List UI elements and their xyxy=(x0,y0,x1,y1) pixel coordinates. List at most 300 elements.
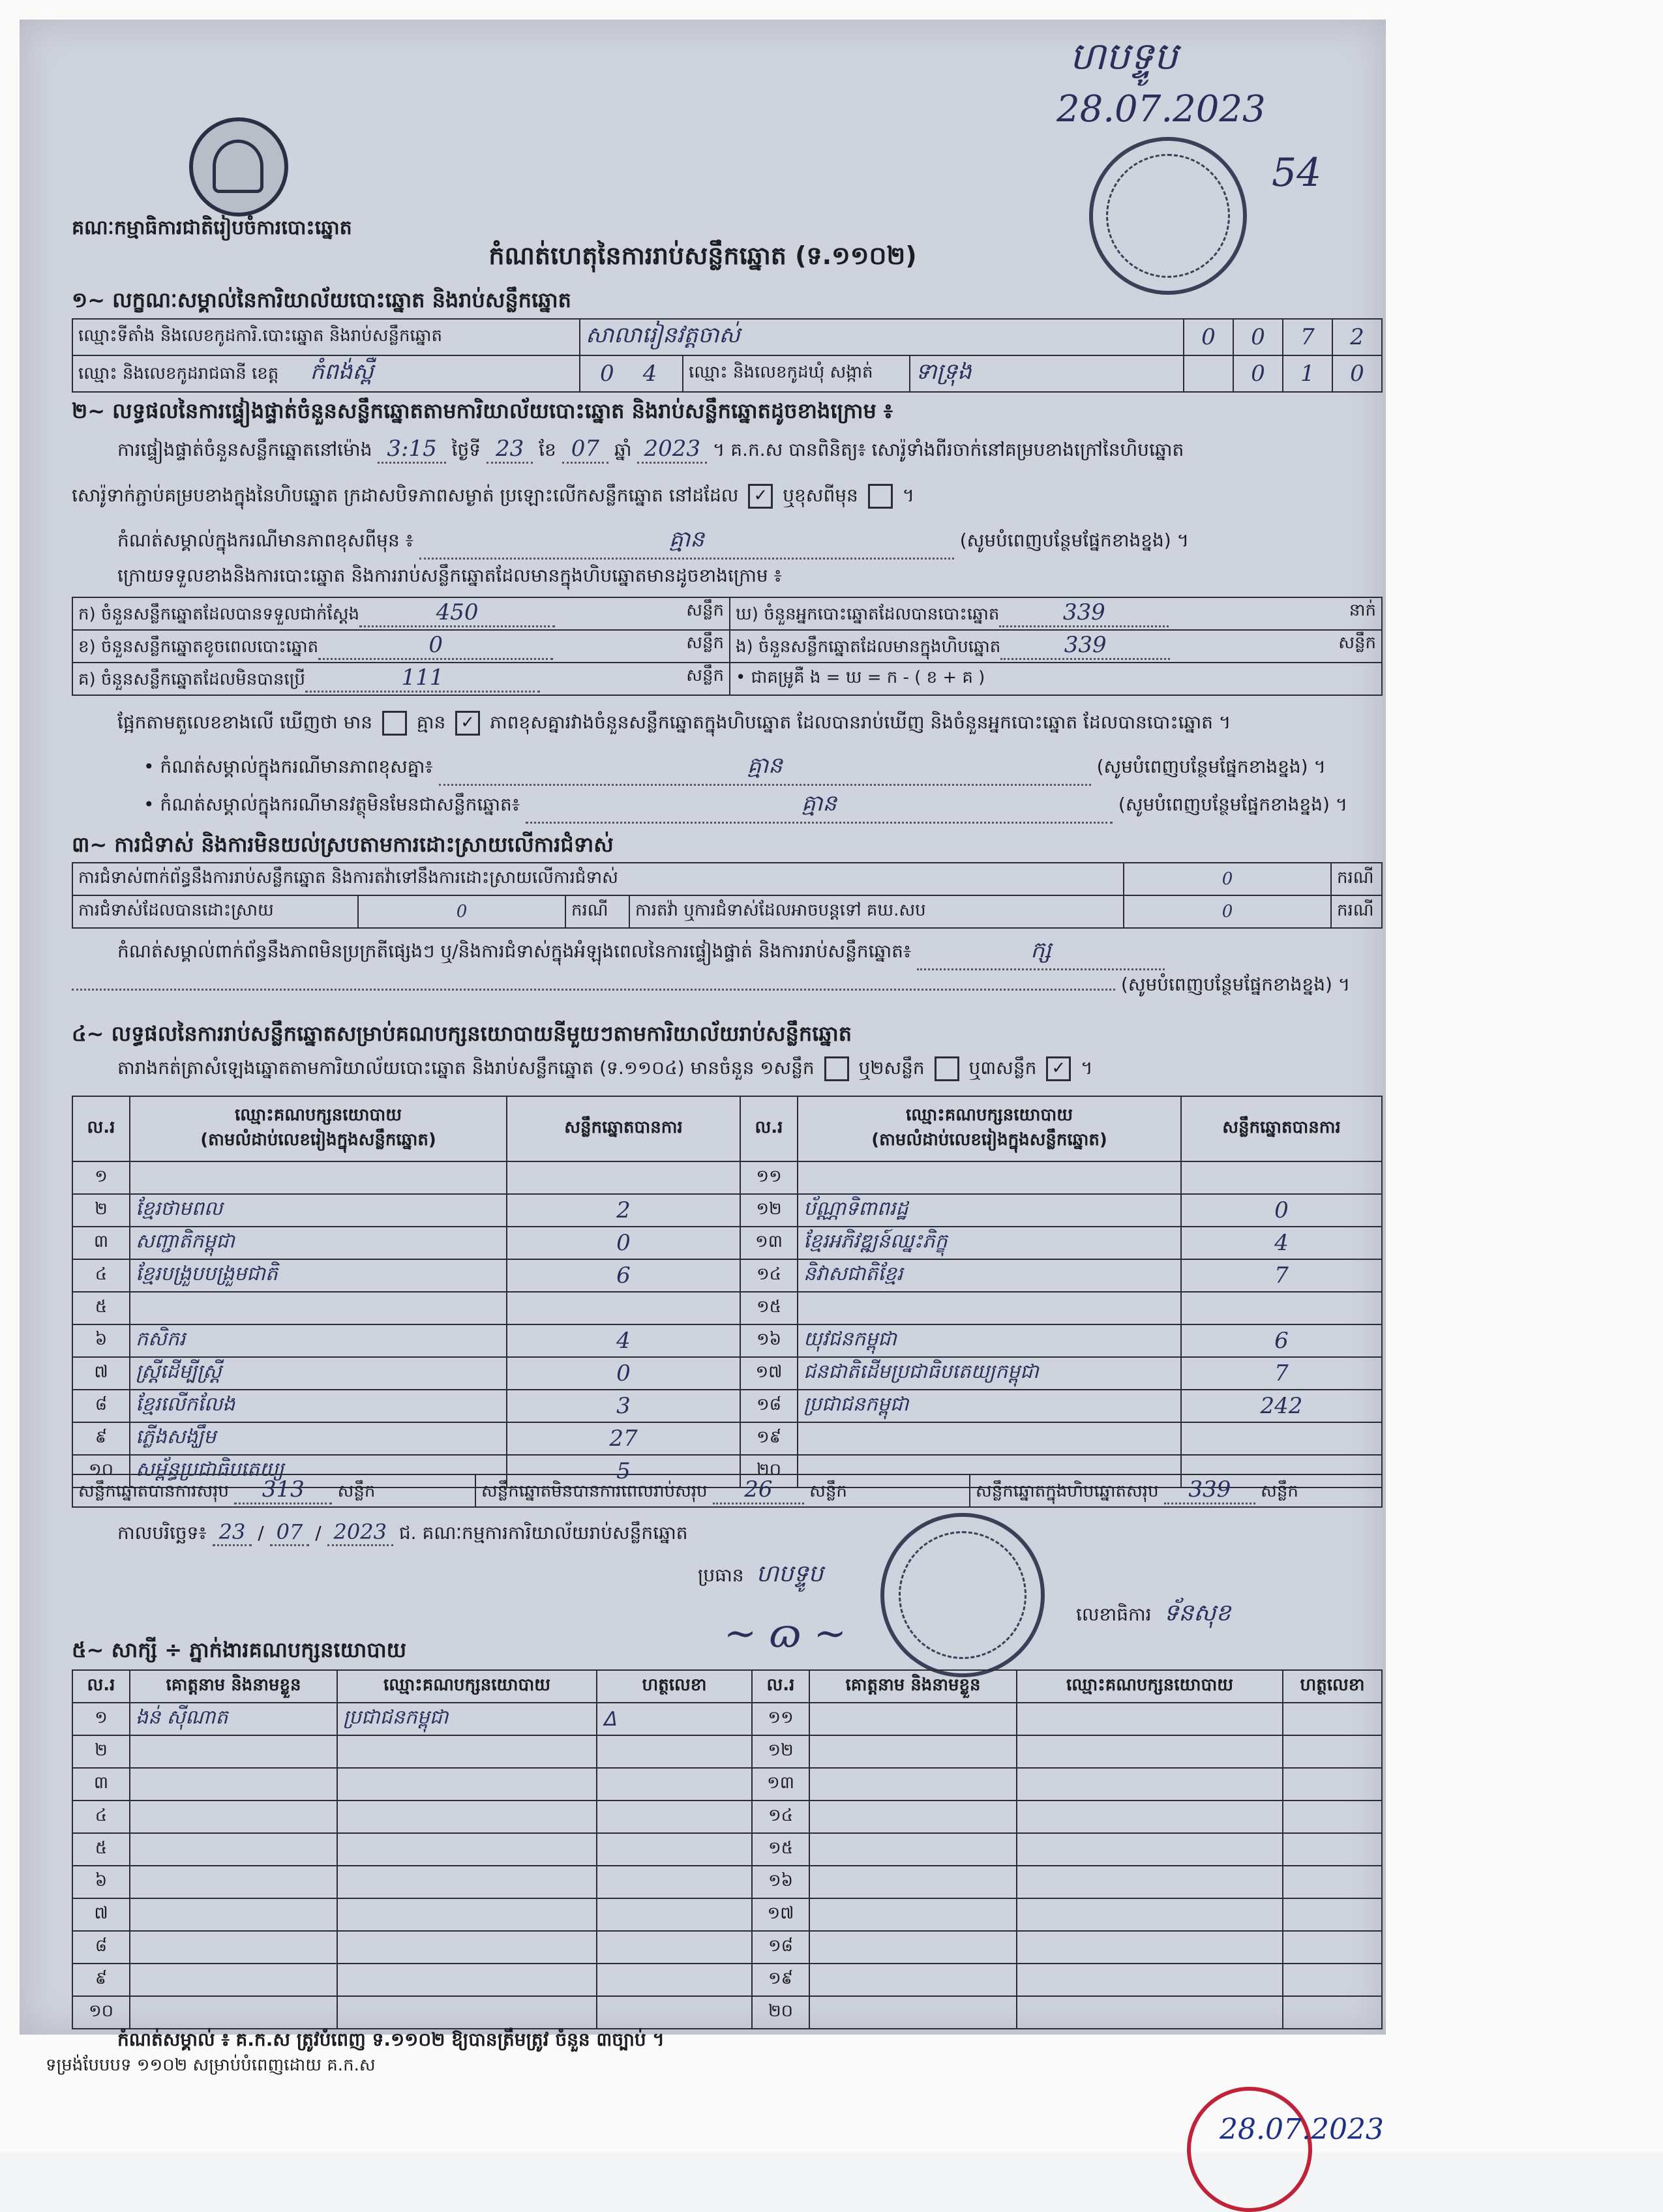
table-row xyxy=(72,1390,1382,1422)
commune-code-digit: 1 xyxy=(1283,355,1332,392)
col-votes-header: សន្លឹកឆ្នោតបានការ xyxy=(507,1096,740,1161)
location-value: សាលារៀនវត្តចាស់ xyxy=(580,319,1184,355)
witness-name xyxy=(130,1931,337,1964)
witness-name xyxy=(130,1801,337,1833)
party-votes: 6 xyxy=(1181,1324,1382,1357)
commune-code-digit: 0 xyxy=(1332,355,1382,392)
voters-count xyxy=(730,597,1382,630)
table-row xyxy=(72,1833,1382,1866)
witness-name xyxy=(130,1833,337,1866)
totals-table xyxy=(72,1474,1383,1508)
one-sheet-checkbox[interactable] xyxy=(824,1056,849,1081)
row-number: ២ xyxy=(72,1735,130,1768)
diff-note-value: គ្មាន xyxy=(668,526,704,552)
province-code xyxy=(580,355,683,392)
unit-label: សន្លឹក xyxy=(686,666,724,685)
resolved-label: ការជំទាស់ដែលបានដោះស្រាយ xyxy=(72,895,358,928)
witness-name xyxy=(130,1866,337,1898)
col-votes-header: សន្លឹកឆ្នោតបានការ xyxy=(1181,1096,1382,1161)
footnote: កំណត់សម្គាល់ ៖ គ.ក.ស ត្រូវបំពេញ ទ.១១០២ ឱ្យបានត្រឹមត្រូវ ចំនួន ៣ច្បាប់ ។ xyxy=(117,2029,665,2050)
party-name xyxy=(130,1161,507,1194)
received-value: 450 xyxy=(359,599,555,627)
witness-name xyxy=(809,1898,1017,1931)
table-row xyxy=(72,663,1382,695)
irregularity-note-value: ក្ស xyxy=(1030,937,1051,963)
chair-name: ហបទ្ទូប xyxy=(756,1561,824,1587)
verification-rest: ។ គ.ក.ស បានពិនិត្យ៖ សោរ៉ូទាំងពីរចាក់នៅគម្របខាងក្រៅនៃហិបឆ្នោត xyxy=(712,439,1184,460)
total-box-value: 339 xyxy=(1164,1476,1255,1504)
section4-heading: ៤~ លទ្ធផលនៃការរាប់សន្លឹកឆ្នោតសម្រាប់គណបក្សនយោបាយនីមួយៗតាមការិយាល័យរាប់សន្លឹកឆ្នោត xyxy=(72,1021,852,1046)
voters-label: ឃ) ចំនួនអ្នកបោះឆ្នោតដែលបានបោះឆ្នោត xyxy=(736,605,1000,624)
row-number: ១៥ xyxy=(752,1833,809,1866)
unused-ballots xyxy=(72,663,730,695)
party-name: កសិករ xyxy=(130,1324,507,1357)
diff-remark-line xyxy=(143,751,1376,786)
table-row xyxy=(72,1474,1382,1507)
secretary-label: លេខាធិការ xyxy=(1076,1604,1152,1625)
witness-name xyxy=(809,1735,1017,1768)
location-code-digit: 0 xyxy=(1233,319,1283,355)
fill-back-note: (សូមបំពេញបន្ថែមផ្នែកខាងខ្នង) ។ xyxy=(1118,794,1348,815)
witness-signature xyxy=(1283,1703,1382,1735)
party-votes: 4 xyxy=(507,1324,740,1357)
received-label: ក) ចំនួនសន្លឹកឆ្នោតដែលបានទទួលជាក់ស្តែង xyxy=(78,605,360,624)
witness-party xyxy=(337,1996,597,2029)
day-label: ថ្ងៃទី xyxy=(451,439,481,460)
spoiled-label: ខ) ចំនួនសន្លឹកឆ្នោតខូចពេលបោះឆ្នោត xyxy=(78,637,319,657)
spoiled-value: 0 xyxy=(318,632,553,660)
total-box xyxy=(970,1474,1382,1507)
fill-back-note: (សូមបំពេញបន្ថែមផ្នែកខាងខ្នង) ។ xyxy=(959,530,1190,551)
changed-checkbox[interactable] xyxy=(868,484,893,509)
row-number: ១០ xyxy=(72,1455,130,1487)
table-row xyxy=(72,1898,1382,1931)
witness-signature xyxy=(1283,1931,1382,1964)
table-row xyxy=(72,1194,1382,1227)
appeal-value: 0 xyxy=(1124,895,1331,928)
committee-stamp xyxy=(880,1513,1045,1677)
nec-logo xyxy=(189,117,288,217)
witness-party xyxy=(1017,1703,1283,1735)
party-votes: 27 xyxy=(507,1422,740,1455)
diff-remark-field[interactable] xyxy=(439,751,1091,786)
row-number: ៣ xyxy=(72,1768,130,1801)
witness-signature xyxy=(1283,1735,1382,1768)
party-name: ខ្មែរលើកលែង xyxy=(130,1390,507,1422)
unit-label: សន្លឹក xyxy=(337,1482,376,1501)
diff-note-line xyxy=(117,525,1376,560)
witness-party xyxy=(337,1801,597,1833)
row-number: ៧ xyxy=(72,1357,130,1390)
witness-name xyxy=(809,1833,1017,1866)
witness-name: ងន់ ស៊ីណាត xyxy=(130,1703,337,1735)
secretary-line xyxy=(1076,1598,1231,1632)
sheet-count-line: តារាងកត់ត្រាសំឡេងឆ្នោតតាមការិយាល័យបោះឆ្នោត និងរាប់សន្លឹកឆ្នោត (ទ.១១០៤) មានចំនួន ១សន្លឹក ឬ២សន្លឹក ឬ៣សន្លឹក ✓ ។ xyxy=(117,1056,1383,1083)
no-difference-checkbox[interactable]: ✓ xyxy=(455,711,480,736)
party-name xyxy=(798,1292,1181,1324)
province-code-digit: 0 xyxy=(600,361,614,387)
party-votes xyxy=(507,1161,740,1194)
commune-value: ទាទ្រុង xyxy=(910,355,1184,392)
row-number: ៦ xyxy=(72,1866,130,1898)
witness-signature xyxy=(597,1964,752,1996)
row-number: ៤ xyxy=(72,1259,130,1292)
row-number: ១០ xyxy=(72,1996,130,2029)
witness-signature xyxy=(1283,1964,1382,1996)
unit-label: សន្លឹក xyxy=(1338,633,1376,653)
section3-heading: ៣~ ការជំទាស់ និងការមិនយល់ស្របតាមការដោះស្រាយលើការជំទាស់ xyxy=(72,832,614,857)
party-votes: 7 xyxy=(1181,1357,1382,1390)
col-sign-header: ហត្ថលេខា xyxy=(1283,1670,1382,1703)
three-sheets-checkbox[interactable]: ✓ xyxy=(1046,1056,1071,1081)
witness-signature xyxy=(1283,1833,1382,1866)
witness-name xyxy=(130,1735,337,1768)
col-no-header: ល.រ xyxy=(752,1670,809,1703)
witness-party: ប្រជាជនកម្ពុជា xyxy=(337,1703,597,1735)
table-row xyxy=(72,1292,1382,1324)
changed-label: ឬខុសពីមុន xyxy=(783,485,858,506)
complaints-table xyxy=(72,862,1383,929)
comparison-label: ផ្អែកតាមតួលេខខាងលើ ឃើញថា មាន xyxy=(117,711,373,733)
table-row xyxy=(72,1259,1382,1292)
verification-line xyxy=(117,436,1376,465)
date-month: 07 xyxy=(270,1519,310,1546)
witness-name xyxy=(130,1996,337,2029)
table-row xyxy=(72,863,1382,895)
location-label: ឈ្មោះទីតាំង និងលេខកូដការិ.បោះឆ្នោត និងរាប់សន្លឹកឆ្នោត xyxy=(72,319,580,355)
witness-party xyxy=(337,1898,597,1931)
has-difference-checkbox[interactable] xyxy=(382,711,407,736)
party-votes: 7 xyxy=(1181,1259,1382,1292)
row-number: ៩ xyxy=(72,1964,130,1996)
irregularity-note-line xyxy=(117,936,1383,970)
witness-name xyxy=(809,1801,1017,1833)
row-number: ១ xyxy=(72,1703,130,1735)
date-line: កាលបរិច្ឆេទ៖ 23 / 07 / 2023 ជ. គណៈកម្មការការិយាល័យរាប់សន្លឹកឆ្នោត xyxy=(117,1519,1356,1548)
table-row xyxy=(72,1735,1382,1768)
section1-heading: ១~ លក្ខណៈសម្គាល់នៃការិយាល័យបោះឆ្នោត និងរាប់សន្លឹកឆ្នោត xyxy=(72,288,571,312)
row-number: ១៧ xyxy=(740,1357,798,1390)
table-row xyxy=(72,1996,1382,2029)
diff-remark-value: គ្មាន xyxy=(747,753,783,779)
witness-signature xyxy=(1283,1996,1382,2029)
case-unit: ករណី xyxy=(1331,895,1382,928)
row-number: ១៦ xyxy=(752,1866,809,1898)
chair-label: ប្រធាន xyxy=(698,1564,744,1586)
location-code-digit: 0 xyxy=(1184,319,1233,355)
month-label: ខែ xyxy=(539,439,556,460)
row-number: ១២ xyxy=(740,1194,798,1227)
party-name: និវាសជាតិខ្មែរ xyxy=(798,1259,1181,1292)
witness-party xyxy=(337,1964,597,1996)
witness-signature xyxy=(597,1996,752,2029)
commune-label: ឈ្មោះ និងលេខកូដឃុំ សង្កាត់ xyxy=(683,355,910,392)
witness-signature xyxy=(597,1768,752,1801)
party-name: ស្ត្រីដើម្បីស្ត្រី xyxy=(130,1357,507,1390)
row-number: ១៣ xyxy=(740,1227,798,1259)
row-number: ២០ xyxy=(740,1455,798,1487)
bottom-date: 28.07.2023 xyxy=(1220,2113,1384,2146)
witness-party xyxy=(1017,1996,1283,2029)
col-party-header xyxy=(130,1096,507,1161)
chair-signature: ~ ɷ ~ xyxy=(724,1611,846,1656)
row-number: ១១ xyxy=(752,1703,809,1735)
witness-name xyxy=(130,1964,337,1996)
chair-line xyxy=(698,1559,823,1593)
table-row xyxy=(72,1703,1382,1735)
party-votes: 5 xyxy=(507,1455,740,1487)
table-row xyxy=(72,1161,1382,1194)
witness-party xyxy=(1017,1964,1283,1996)
table-row xyxy=(72,1866,1382,1898)
province-code-digit: 4 xyxy=(642,361,657,387)
table-row xyxy=(72,895,1382,928)
no-difference-label: គ្មាន xyxy=(416,711,446,733)
witness-party xyxy=(1017,1866,1283,1898)
witness-name xyxy=(809,1931,1017,1964)
date-day: 23 xyxy=(213,1519,252,1546)
document-sheet xyxy=(20,20,1386,2050)
handwritten-date: 28.07.2023 xyxy=(1056,88,1266,130)
witness-signature xyxy=(597,1931,752,1964)
secretary-name: ទ័នសុខ xyxy=(1163,1600,1231,1626)
commune-code-spacer xyxy=(1184,355,1233,392)
total-valid-label: សន្លឹកឆ្នោតបានការសរុប xyxy=(78,1482,230,1501)
table-row xyxy=(72,1357,1382,1390)
location-code-digit: 2 xyxy=(1332,319,1382,355)
table-row xyxy=(72,1324,1382,1357)
col-party-sub: (តាមលំដាប់លេខរៀងក្នុងសន្លឹកឆ្នោត) xyxy=(200,1130,436,1150)
complaints-label: ការជំទាស់ពាក់ព័ន្ធនឹងការរាប់សន្លឹកឆ្នោត និងការតវ៉ាទៅនឹងការដោះស្រាយលើការជំទាស់ xyxy=(72,863,1124,895)
table-row xyxy=(72,1931,1382,1964)
unit-label: សន្លឹក xyxy=(686,633,724,653)
witness-party xyxy=(1017,1735,1283,1768)
party-votes: 242 xyxy=(1181,1390,1382,1422)
row-number: ៨ xyxy=(72,1390,130,1422)
total-valid-value: 313 xyxy=(234,1476,332,1504)
other-items-line xyxy=(143,789,1376,824)
location-code-digit: 7 xyxy=(1283,319,1332,355)
three-sheets-label: ឬ៣សន្លឹក xyxy=(968,1057,1037,1079)
party-name: ភ្លើងសង្ឃឹម xyxy=(130,1422,507,1455)
verification-day: 23 xyxy=(487,436,533,464)
fill-back-note: (សូមបំពេញបន្ថែមផ្នែកខាងខ្នង) ។ xyxy=(1096,756,1326,777)
province-value: កំពង់ស្ពឺ xyxy=(310,359,374,385)
row-number: ១៥ xyxy=(740,1292,798,1324)
party-votes xyxy=(1181,1292,1382,1324)
table-row xyxy=(72,1801,1382,1833)
unit-label: សន្លឹក xyxy=(686,601,724,620)
two-sheets-checkbox[interactable] xyxy=(935,1056,959,1081)
witness-party xyxy=(337,1735,597,1768)
party-votes: 2 xyxy=(507,1194,740,1227)
row-number: ១៤ xyxy=(752,1801,809,1833)
table-row xyxy=(72,597,1382,630)
row-number: ២០ xyxy=(752,1996,809,2029)
witness-party xyxy=(1017,1833,1283,1866)
witness-party xyxy=(1017,1768,1283,1801)
other-items-value: គ្មាន xyxy=(802,790,837,816)
col-party-sub: (តាមលំដាប់លេខរៀងក្នុងសន្លឹកឆ្នោត) xyxy=(871,1130,1107,1150)
table-header-row xyxy=(72,1096,1382,1161)
row-number: ១៦ xyxy=(740,1324,798,1357)
diff-note-field[interactable] xyxy=(419,525,954,560)
table-row xyxy=(72,319,1382,355)
col-sign-header: ហត្ថលេខា xyxy=(597,1670,752,1703)
irregularity-note-field2[interactable] xyxy=(72,989,1115,991)
date-label: កាលបរិច្ឆេទ៖ xyxy=(117,1522,207,1544)
box-ballots-label: ង) ចំនួនសន្លឹកឆ្នោតដែលមានក្នុងហិបឆ្នោត xyxy=(736,637,1001,657)
table-header-row xyxy=(72,1670,1382,1703)
witness-signature xyxy=(597,1801,752,1833)
party-votes xyxy=(1181,1161,1382,1194)
bottom-red-stamp xyxy=(1187,2087,1312,2212)
irregularity-note-line2 xyxy=(72,973,1383,1000)
received-ballots xyxy=(72,597,730,630)
witness-party xyxy=(337,1866,597,1898)
party-votes: 3 xyxy=(507,1390,740,1422)
witness-party xyxy=(1017,1801,1283,1833)
witness-signature xyxy=(1283,1768,1382,1801)
witness-party xyxy=(337,1833,597,1866)
party-name: យុវជនកម្ពុជា xyxy=(798,1324,1181,1357)
year-label: ឆ្នាំ xyxy=(614,439,632,460)
table-row xyxy=(72,1768,1382,1801)
seal-check-text: សោរ៉ូទាក់ភ្ជាប់គម្របខាងក្នុងនៃហិបឆ្នោត ក្រដាសបិទភាពសម្ងាត់ ប្រឡោះលើកសន្លឹកឆ្នោត នៅដដែល xyxy=(72,485,739,506)
col-party-header: ឈ្មោះគណបក្សនយោបាយ xyxy=(1017,1670,1283,1703)
form-version-note: ទម្រង់បែបបទ ១១០២ សម្រាប់បំពេញដោយ គ.ក.ស xyxy=(46,2055,376,2075)
row-number: ១ xyxy=(72,1161,130,1194)
row-number: ៣ xyxy=(72,1227,130,1259)
row-number: ៦ xyxy=(72,1324,130,1357)
col-no-header: ល.រ xyxy=(72,1096,130,1161)
comparison-line xyxy=(117,711,1383,738)
unit-label: នាក់ xyxy=(1349,601,1376,620)
table-row xyxy=(72,1227,1382,1259)
total-valid xyxy=(72,1474,475,1507)
row-number: ១៨ xyxy=(740,1390,798,1422)
party-votes xyxy=(507,1292,740,1324)
formula: • ជាគម្រូគឺ ង = ឃ = ក - ( ខ + គ ) xyxy=(730,663,1382,695)
case-unit: ករណី xyxy=(565,895,629,928)
other-items-field[interactable] xyxy=(526,789,1113,824)
total-box-label: សន្លឹកឆ្នោតក្នុងហិបឆ្នោតសរុប xyxy=(976,1482,1159,1501)
col-no-header: ល.រ xyxy=(740,1096,798,1161)
party-name xyxy=(130,1292,507,1324)
date-year: 2023 xyxy=(327,1519,393,1546)
row-number: ១៨ xyxy=(752,1931,809,1964)
party-name: ប័ណ្ណាទិពាពរដ្ឋ xyxy=(798,1194,1181,1227)
total-invalid xyxy=(475,1474,970,1507)
unit-label: សន្លឹក xyxy=(1261,1482,1298,1501)
party-name: ជនជាតិដើមប្រជាធិបតេយ្យកម្ពុជា xyxy=(798,1357,1181,1390)
party-name: សញ្ជាតិកម្ពុជា xyxy=(130,1227,507,1259)
witness-party xyxy=(337,1768,597,1801)
witness-signature: ᐃ xyxy=(597,1703,752,1735)
witness-signature xyxy=(1283,1898,1382,1931)
party-name xyxy=(798,1422,1181,1455)
row-number: ៥ xyxy=(72,1833,130,1866)
voters-value: 339 xyxy=(999,599,1169,627)
total-invalid-value: 26 xyxy=(713,1476,804,1504)
witness-name xyxy=(130,1768,337,1801)
unused-label: គ) ចំនួនសន្លឹកឆ្នោតដែលមិនបានប្រើ xyxy=(78,670,305,689)
verification-time: 3:15 xyxy=(378,436,445,464)
verification-month: 07 xyxy=(562,436,608,464)
table-row xyxy=(72,630,1382,663)
party-votes: 0 xyxy=(507,1357,740,1390)
row-number: ១៣ xyxy=(752,1768,809,1801)
irregularity-note-field[interactable] xyxy=(917,936,1165,970)
row-number: ១១ xyxy=(740,1161,798,1194)
count-intro: ក្រោយទទួលខាងនិងការបោះឆ្នោត និងការរាប់សន្លឹកឆ្នោតដែលមានក្នុងហិបឆ្នោតមានដូចខាងក្រោម ៖ xyxy=(117,565,782,586)
party-votes: 4 xyxy=(1181,1227,1382,1259)
witness-party xyxy=(1017,1931,1283,1964)
unused-value: 111 xyxy=(305,665,540,693)
witness-signature xyxy=(597,1898,752,1931)
party-name xyxy=(798,1161,1181,1194)
box-ballots-value: 339 xyxy=(1000,632,1170,660)
commune-code-digit: 0 xyxy=(1233,355,1283,392)
section1-table xyxy=(72,318,1383,393)
table-row xyxy=(72,355,1382,392)
verification-year: 2023 xyxy=(637,436,707,464)
stamp-ring xyxy=(899,1531,1026,1659)
witness-party xyxy=(1017,1898,1283,1931)
party-votes: 0 xyxy=(507,1227,740,1259)
comparison-rest: ភាពខុសគ្នារវាងចំនួនសន្លឹកឆ្នោតក្នុងហិបឆ្នោត ដែលបានរាប់ឃើញ និងចំនួនអ្នកបោះឆ្នោត ដែលបានបោះឆ្នោត ។ xyxy=(490,711,1231,733)
row-number: ៨ xyxy=(72,1931,130,1964)
section2-heading: ២~ លទ្ធផលនៃការផ្ទៀងផ្ទាត់ចំនួនសន្លឹកឆ្នោតតាមការិយាល័យបោះឆ្នោត និងរាប់សន្លឹកឆ្នោតដូចខាងក្រោម ៖ xyxy=(72,398,893,423)
table-row xyxy=(72,1422,1382,1455)
row-number: ៧ xyxy=(72,1898,130,1931)
organization-name: គណៈកម្មាធិការជាតិរៀបចំការបោះឆ្នោត xyxy=(72,217,352,239)
party-votes: 6 xyxy=(507,1259,740,1292)
row-number: ២ xyxy=(72,1194,130,1227)
spoiled-ballots xyxy=(72,630,730,663)
party-name: ខ្មែរអភិវឌ្ឍន៍ឈ្នះភិក្ខុ xyxy=(798,1227,1181,1259)
other-items-label: • កំណត់សម្គាល់ក្នុងករណីមានវត្ថុមិនមែនជាសន្លឹកឆ្នោត៖ xyxy=(143,794,520,815)
total-invalid-label: សន្លឹកឆ្នោតមិនបានការពេលរាប់សរុប xyxy=(481,1482,708,1501)
unit-label: សន្លឹក xyxy=(809,1482,847,1501)
witness-name xyxy=(130,1898,337,1931)
box-ballots xyxy=(730,630,1382,663)
table-row xyxy=(72,1964,1382,1996)
complaints-value: 0 xyxy=(1124,863,1331,895)
row-number: ១៩ xyxy=(740,1422,798,1455)
row-number: ១៤ xyxy=(740,1259,798,1292)
col-name-header: គោត្តនាម និងនាមខ្លួន xyxy=(809,1670,1017,1703)
sheet-count-intro: តារាងកត់ត្រាសំឡេងឆ្នោតតាមការិយាល័យបោះឆ្នោត និងរាប់សន្លឹកឆ្នោត (ទ.១១០៤) មានចំនួន ១សន្លឹក xyxy=(117,1057,815,1079)
witness-signature xyxy=(597,1866,752,1898)
party-name: ប្រជាជនកម្ពុជា xyxy=(798,1390,1181,1422)
witness-name xyxy=(809,1996,1017,2029)
witness-name xyxy=(809,1964,1017,1996)
two-sheets-label: ឬ២សន្លឹក xyxy=(858,1057,925,1079)
province-label-text: ឈ្មោះ និងលេខកូដរាជធានី ខេត្ត xyxy=(78,364,279,383)
party-name: ខ្មែរថាមពល xyxy=(130,1194,507,1227)
diff-note-label: កំណត់សម្គាល់ក្នុងករណីមានភាពខុសពីមុន ៖ xyxy=(117,530,413,551)
ballot-count-table xyxy=(72,597,1383,696)
row-number: ១៩ xyxy=(752,1964,809,1996)
form-title: កំណត់ហេតុនៃការរាប់សន្លឹកឆ្នោត (ទ.១១០២) xyxy=(488,241,917,270)
date-suffix: ជ. គណៈកម្មការការិយាល័យរាប់សន្លឹកឆ្នោត xyxy=(398,1522,688,1544)
fill-back-note: (សូមបំពេញបន្ថែមផ្នែកខាងខ្នង) ។ xyxy=(1120,974,1351,995)
witness-signature xyxy=(597,1735,752,1768)
party-votes: 0 xyxy=(1181,1194,1382,1227)
appeal-label: ការតវ៉ា ឬការជំទាស់ដែលអាចបន្តទៅ គឃ.សប xyxy=(629,895,1124,928)
same-checkbox[interactable]: ✓ xyxy=(748,484,773,509)
